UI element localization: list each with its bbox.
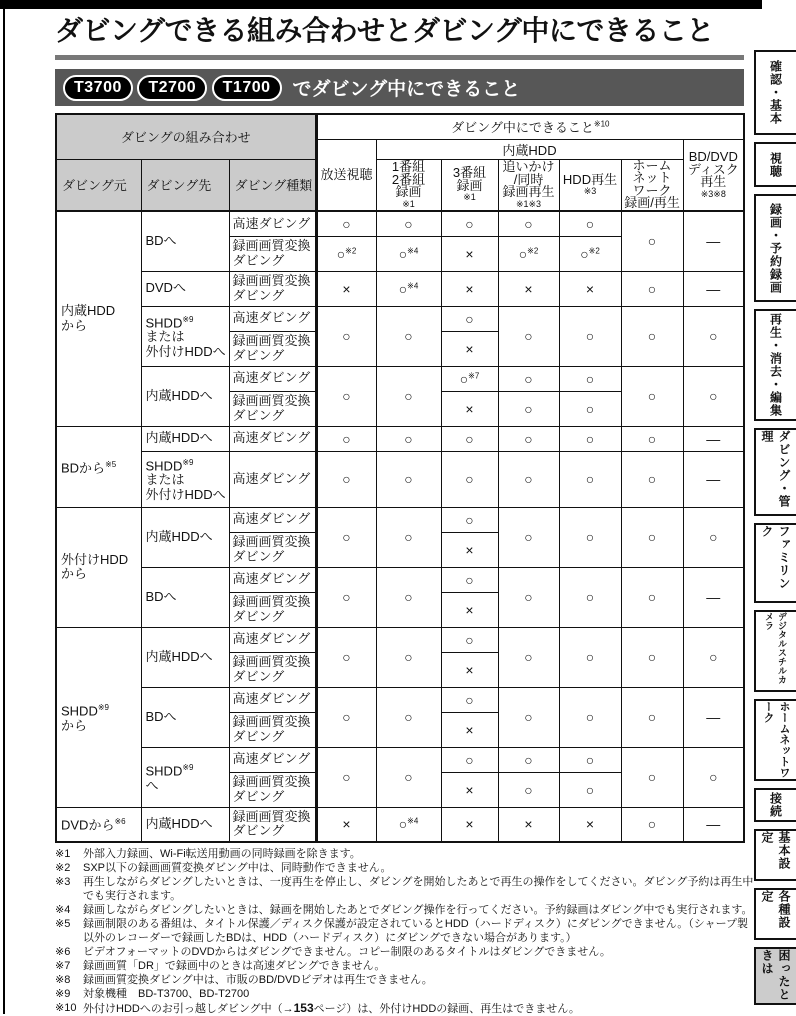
value-cell: × <box>559 271 621 306</box>
value-cell: ○ <box>683 747 744 807</box>
type-cell: 高速ダビング <box>229 306 316 331</box>
value-cell: ○ <box>441 627 498 652</box>
value-cell: ○$^{※4}$ <box>376 236 441 271</box>
src-cell: BDから$^{※5}$ <box>56 426 141 507</box>
sidebar-tab: 録画・予約録画 <box>754 194 796 302</box>
header-col: ホーム ネット ワーク 録画/再生 <box>621 159 683 211</box>
footnote-ref: ※6 <box>114 817 126 827</box>
dst-cell: 内蔵HDDへ <box>141 507 229 567</box>
footnote-text: 録画画質変換ダビング中は、市販のBD/DVDビデオは再生できません。 <box>83 974 433 986</box>
value-cell: ○ <box>621 687 683 747</box>
footnote-item <box>55 973 757 987</box>
value-cell: ○ <box>441 507 498 532</box>
type-cell: 高速ダビング <box>229 211 316 236</box>
value-cell: ○ <box>621 451 683 507</box>
type-cell: 高速ダビング <box>229 366 316 391</box>
value-cell: ○ <box>559 426 621 451</box>
value-cell: — <box>683 426 744 451</box>
value-cell: ○ <box>621 807 683 842</box>
model-badge: T3700 <box>63 75 133 101</box>
value-cell: ○ <box>441 306 498 331</box>
value-cell: ○ <box>498 687 559 747</box>
value-cell: ○ <box>376 747 441 807</box>
value-cell: × <box>498 807 559 842</box>
value-cell: ○ <box>376 687 441 747</box>
dst-cell: SHDD$^{※9}$ または 外付けHDDへ <box>141 306 229 366</box>
type-cell: 録画画質変換 ダビング <box>229 391 316 426</box>
value-cell: ○ <box>559 747 621 772</box>
type-cell: 録画画質変換 ダビング <box>229 271 316 306</box>
value-cell: ○ <box>498 391 559 426</box>
value-cell: — <box>683 451 744 507</box>
type-cell: 高速ダビング <box>229 451 316 507</box>
header-destination: ダビング先 <box>141 159 229 211</box>
sidebar-tab: 再生・消去・編集 <box>754 309 796 421</box>
model-badges <box>63 75 282 101</box>
value-cell: ○$^{※4}$ <box>376 271 441 306</box>
page-title: ダビングできる組み合わせとダビング中にできること <box>55 15 714 46</box>
header-broadcast-watch: 放送視聴 <box>316 139 376 211</box>
header-col: 追いかけ /同時 録画再生 ※1※3 <box>498 159 559 211</box>
src-cell: 内蔵HDD から <box>56 211 141 426</box>
value-cell: ○ <box>441 426 498 451</box>
value-cell: ○ <box>316 627 376 687</box>
footnote-item <box>55 861 757 875</box>
dst-cell: 内蔵HDDへ <box>141 627 229 687</box>
dst-cell: DVDへ <box>141 271 229 306</box>
footnote-ref: ※9 <box>97 702 109 712</box>
type-cell: 録画画質変換 ダビング <box>229 652 316 687</box>
src-cell: 外付けHDD から <box>56 507 141 627</box>
footnote-item <box>55 917 757 945</box>
value-cell: — <box>683 567 744 627</box>
footnote-text: SXP以下の録画画質変換ダビング中は、同時動作できません。 <box>83 862 392 874</box>
value-cell: × <box>316 807 376 842</box>
value-cell: ○ <box>559 306 621 366</box>
value-cell: ○ <box>376 567 441 627</box>
value-cell: ○ <box>376 426 441 451</box>
page-left-border <box>3 9 5 1014</box>
header-source: ダビング元 <box>56 159 141 211</box>
value-cell: ○ <box>621 306 683 366</box>
type-cell: 録画画質変換 ダビング <box>229 532 316 567</box>
value-cell: ○$^{※2}$ <box>498 236 559 271</box>
value-cell: × <box>441 772 498 807</box>
sidebar <box>754 50 796 1005</box>
value-cell: × <box>441 331 498 366</box>
value-cell: ○ <box>621 747 683 807</box>
value-cell: ○ <box>316 426 376 451</box>
value-cell: ○ <box>498 507 559 567</box>
header-col: 1番組 2番組 録画 ※1 <box>376 159 441 211</box>
value-cell: × <box>316 271 376 306</box>
dst-cell: BDへ <box>141 211 229 271</box>
value-cell: ○ <box>621 211 683 271</box>
footnote-text: 再生しながらダビングしたいときは、一度再生を停止し、ダビングを開始したあとで再生の操作をしてください。ダビング予約は再生中でも実行されます。 <box>83 876 754 902</box>
footnote-item <box>55 945 757 959</box>
value-cell: ○ <box>559 507 621 567</box>
footnote-ref: ※9 <box>182 762 194 772</box>
value-cell: ○ <box>376 507 441 567</box>
value-cell: ○ <box>498 627 559 687</box>
header-dub-type: ダビング種類 <box>229 159 316 211</box>
value-cell: ○ <box>498 451 559 507</box>
footnote-text: 外付けHDDへのお引っ越しダビング中（→153ページ）は、外付けHDDの録画、再生はできません。 <box>83 1001 580 1015</box>
value-cell: ○ <box>376 366 441 426</box>
footnote-mark: ※4 <box>55 904 71 916</box>
value-cell: ○ <box>376 211 441 236</box>
value-cell: ○ <box>559 451 621 507</box>
type-cell: 録画画質変換 ダビング <box>229 807 316 842</box>
page-content <box>55 12 754 1016</box>
dst-cell: 内蔵HDDへ <box>141 807 229 842</box>
value-cell: ○ <box>621 426 683 451</box>
value-cell: ○ <box>498 747 559 772</box>
header-bd-dvd-play: BD/DVD ディスク 再生 ※3※8 <box>683 139 744 211</box>
value-cell: ○ <box>316 567 376 627</box>
value-cell: ○ <box>376 627 441 687</box>
value-cell: ○ <box>559 211 621 236</box>
footnote-mark: ※6 <box>55 946 71 958</box>
value-cell: ○ <box>316 507 376 567</box>
value-cell: ○ <box>621 366 683 426</box>
footnote-item <box>55 959 757 973</box>
model-badge: T1700 <box>212 75 282 101</box>
value-cell: ○ <box>316 366 376 426</box>
value-cell: × <box>441 592 498 627</box>
dubbing-table <box>55 113 745 843</box>
dst-cell: BDへ <box>141 567 229 627</box>
value-cell: ○ <box>559 567 621 627</box>
src-cell: SHDD$^{※9}$ から <box>56 627 141 807</box>
footnote-item <box>55 847 757 861</box>
header-combination: ダビングの組み合わせ <box>56 114 316 159</box>
src-cell: DVDから$^{※6}$ <box>56 807 141 842</box>
type-cell: 録画画質変換 ダビング <box>229 712 316 747</box>
header-col: HDD再生 ※3 <box>559 159 621 211</box>
footnote-mark: ※2 <box>55 862 71 874</box>
dst-cell: SHDD$^{※9}$ へ <box>141 747 229 807</box>
sidebar-tab: ファミリンク <box>754 523 796 603</box>
sidebar-tab: 確認・基本 <box>754 50 796 135</box>
value-cell: ○ <box>559 627 621 687</box>
value-cell: ○ <box>316 306 376 366</box>
value-cell: ○ <box>683 366 744 426</box>
value-cell: ○ <box>498 211 559 236</box>
value-cell: ○ <box>683 306 744 366</box>
value-cell: × <box>441 391 498 426</box>
section-bar-label: でダビング中にできること <box>292 79 521 100</box>
sidebar-tab: ダビング・管理 <box>754 428 796 516</box>
value-cell: ○ <box>683 507 744 567</box>
dst-cell: 内蔵HDDへ <box>141 366 229 426</box>
value-cell: ○$^{※2}$ <box>316 236 376 271</box>
footnote-text: 録画しながらダビングしたいときは、録画を開始したあとでダビング操作を行ってください。予約録画はダビング中でも実行されます。 <box>83 904 753 916</box>
value-cell: ○ <box>621 627 683 687</box>
footnote-mark: ※3 <box>55 876 71 888</box>
dst-cell: SHDD$^{※9}$ または 外付けHDDへ <box>141 451 229 507</box>
type-cell: 録画画質変換 ダビング <box>229 592 316 627</box>
value-cell: × <box>441 532 498 567</box>
value-cell: ○ <box>621 507 683 567</box>
footnote-mark: ※1 <box>55 848 71 860</box>
dst-cell: 内蔵HDDへ <box>141 426 229 451</box>
footnote-mark: ※9 <box>55 988 71 1000</box>
sidebar-tab: デジタルスチルカメラ <box>754 610 796 692</box>
sidebar-tab: 各種設定 <box>754 888 796 940</box>
sidebar-tab: 視聴 <box>754 142 796 187</box>
footnote-mark: ※5 <box>55 918 71 930</box>
value-cell: × <box>441 236 498 271</box>
value-cell: × <box>498 271 559 306</box>
sidebar-tab: 基本設定 <box>754 829 796 881</box>
value-cell: — <box>683 271 744 306</box>
footnote-text: 外部入力録画、Wi-Fi転送用動画の同時録画を除きます。 <box>83 848 361 860</box>
footnote-text: 対象機種 BD-T3700、BD-T2700 <box>83 988 250 1000</box>
type-cell: 高速ダビング <box>229 567 316 592</box>
value-cell: ○ <box>376 451 441 507</box>
value-cell: ○ <box>559 772 621 807</box>
value-cell: ○$^{※7}$ <box>441 366 498 391</box>
value-cell: ○ <box>441 451 498 507</box>
type-cell: 高速ダビング <box>229 426 316 451</box>
value-cell: ○ <box>441 567 498 592</box>
footnote-item <box>55 903 757 917</box>
type-cell: 高速ダビング <box>229 747 316 772</box>
top-bar <box>0 0 762 9</box>
dst-cell: BDへ <box>141 687 229 747</box>
footnote-mark: ※8 <box>55 974 71 986</box>
value-cell: ○ <box>376 306 441 366</box>
model-badge: T2700 <box>137 75 207 101</box>
value-cell: ○ <box>559 687 621 747</box>
sidebar-tab: ホームネットワーク <box>754 699 796 781</box>
section-bar <box>55 69 744 106</box>
type-cell: 録画画質変換 ダビング <box>229 772 316 807</box>
footnote-text: 録画制限のある番組は、タイトル保護／ディスク保護が設定されているとHDD（ハードディスク）にダビングできません。（シャープ製以外のレコーダーで録画したBDは、HDD（ハードディスク）にダビングできない場合があります。） <box>83 918 749 944</box>
value-cell: ○ <box>498 306 559 366</box>
type-cell: 高速ダビング <box>229 507 316 532</box>
footnote-text: 録画画質「DR」で録画中のときは高速ダビングできません。 <box>83 960 386 972</box>
value-cell: ○ <box>683 627 744 687</box>
type-cell: 録画画質変換 ダビング <box>229 236 316 271</box>
value-cell: ○ <box>498 366 559 391</box>
type-cell: 高速ダビング <box>229 627 316 652</box>
value-cell: ○ <box>498 567 559 627</box>
value-cell: — <box>683 687 744 747</box>
footnote-ref: ※9 <box>182 314 194 324</box>
value-cell: ○ <box>498 772 559 807</box>
footnote-item <box>55 875 757 903</box>
value-cell: × <box>559 807 621 842</box>
header-col: 3番組 録画 ※1 <box>441 159 498 211</box>
value-cell: × <box>441 271 498 306</box>
value-cell: ○$^{※2}$ <box>559 236 621 271</box>
value-cell: ○ <box>498 426 559 451</box>
value-cell: ○ <box>621 567 683 627</box>
footnotes <box>55 847 757 1016</box>
value-cell: ○ <box>316 747 376 807</box>
footnote-ref: ※9 <box>182 457 194 467</box>
header-during-dubbing: ダビング中にできること$^{※10}$ <box>316 114 744 139</box>
sidebar-tab: 接続 <box>754 788 796 822</box>
type-cell: 高速ダビング <box>229 687 316 712</box>
sidebar-tab: 困ったときは <box>754 947 796 1005</box>
value-cell: ○ <box>441 687 498 712</box>
value-cell: ○ <box>441 747 498 772</box>
value-cell: × <box>441 652 498 687</box>
value-cell: ○ <box>316 451 376 507</box>
value-cell: ○ <box>316 687 376 747</box>
value-cell: ○$^{※4}$ <box>376 807 441 842</box>
header-internal-hdd: 内蔵HDD <box>376 139 683 159</box>
footnote-mark: ※10 <box>55 1002 77 1014</box>
value-cell: × <box>441 712 498 747</box>
footnote-item <box>55 987 757 1001</box>
value-cell: ○ <box>559 366 621 391</box>
title-rule <box>55 55 744 60</box>
value-cell: ○ <box>316 211 376 236</box>
footnote-ref: ※5 <box>105 459 117 469</box>
footnote-mark: ※7 <box>55 960 71 972</box>
type-cell: 録画画質変換 ダビング <box>229 331 316 366</box>
value-cell: — <box>683 211 744 271</box>
value-cell: × <box>441 807 498 842</box>
footnote-text: ビデオフォーマットのDVDからはダビングできません。コピー制限のあるタイトルはダビングできません。 <box>83 946 611 958</box>
value-cell: ○ <box>621 271 683 306</box>
value-cell: ○ <box>441 211 498 236</box>
value-cell: ○ <box>559 391 621 426</box>
value-cell: — <box>683 807 744 842</box>
